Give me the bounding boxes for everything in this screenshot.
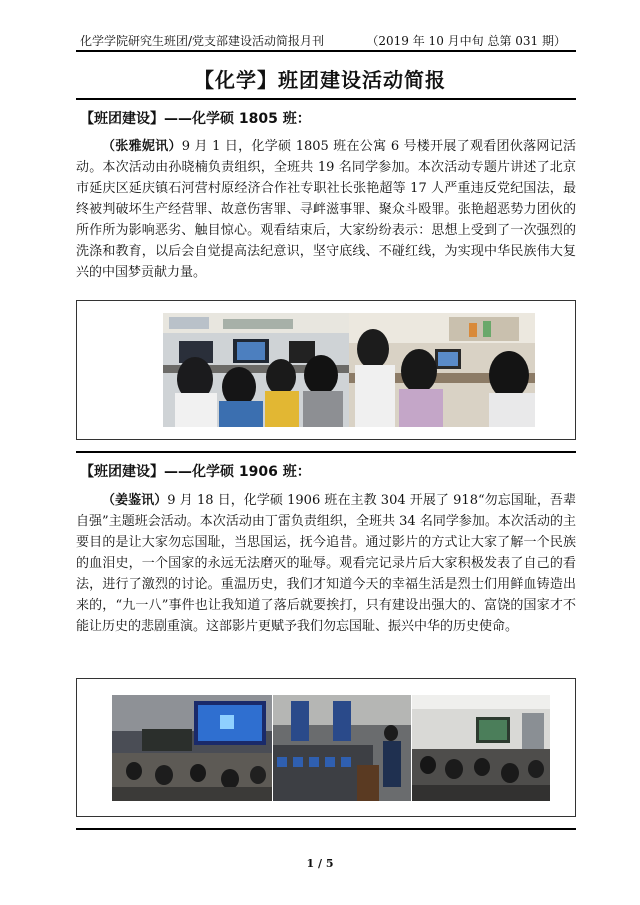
page-header — [76, 32, 566, 50]
section-1-photo-right — [349, 313, 535, 427]
bottom-rule — [76, 828, 576, 830]
section-2-heading: 【班团建设】——化学硕 1906 班： — [80, 464, 311, 480]
page-title: 【化学】班团建设活动简报 — [194, 68, 446, 92]
section-2-photo-3 — [412, 695, 550, 801]
section-2-photo-frame — [76, 678, 576, 817]
header-issue: （2019 年 10 月中旬 总第 031 期） — [366, 34, 566, 48]
page-number: 1 / 5 — [306, 857, 334, 870]
section-1-photo-frame — [76, 300, 576, 440]
section-2-photo-1 — [112, 695, 272, 801]
section-1-photo-left — [163, 313, 349, 427]
section-2-body: 9 月 18 日，化学硕 1906 班在主教 304 开展了 918“勿忘国耻，吾辈自强”主题班会活动。本次活动由丁雷负责组织，全班共 34 名同学参加。本次活动的主要目的是让大家勿忘国耻，当思国运，抚今追昔。通过影片的方式让大家了解一个民族的血泪史，一个国家的永远无法磨灭的耻辱。观看完记录片后大家积极发表了自己的看法，进行了激烈的讨论。重温历史，我们才知道今天的幸福生活是烈士们用鲜血铸造出来的，“九一八”事件也让我知道了落后就要挨打，只有建设出强大的、富饶的国家才不能让历史的悲剧重演。这部影片更赋予我们勿忘国耻、振兴中华的历史使命。 — [76, 493, 576, 634]
section-2-photo-2 — [273, 695, 411, 801]
section-1-author: （张雅妮讯） — [102, 139, 182, 154]
section-divider — [76, 451, 576, 453]
section-1-heading: 【班团建设】——化学硕 1805 班： — [80, 111, 311, 127]
header-publication: 化学学院研究生班团/党支部建设活动简报月刊 — [80, 34, 325, 48]
section-2-author: （姜鉴讯） — [102, 493, 168, 508]
title-rule — [76, 98, 576, 100]
section-1-paragraph — [76, 136, 576, 283]
header-rule — [76, 50, 576, 52]
section-2-paragraph — [76, 490, 576, 637]
section-1-body: 9 月 1 日，化学硕 1805 班在公寓 6 号楼开展了观看团伙落网记活动。本次活动由孙晓楠负责组织，全班共 19 名同学参加。本次活动专题片讲述了北京市延庆区延庆镇石河营村原经济合作社专职社长张艳超等 17 人严重违反党纪国法，最终被判破坏生产经营罪、故意伤害罪、寻衅滋事罪、聚众斗殴罪。张艳超恶势力团伙的所作所为影响恶劣、触目惊心。观看结束后，大家纷纷表示：思想上受到了一次强烈的洗涤和教育，以后会自觉提高法纪意识，坚守底线、不碰红线，为实现中华民族伟大复兴的中国梦贡献力量。 — [76, 139, 576, 280]
